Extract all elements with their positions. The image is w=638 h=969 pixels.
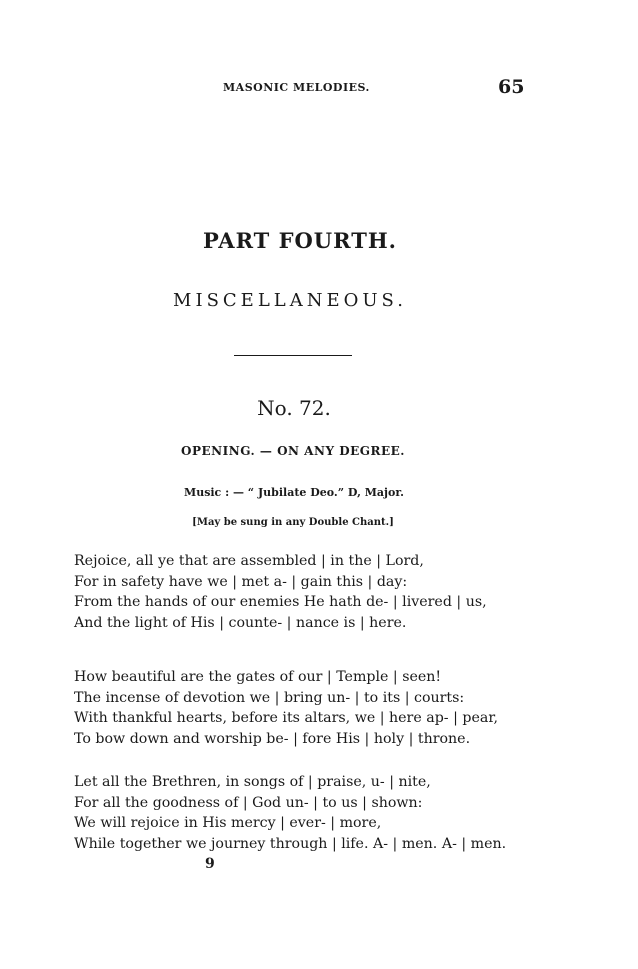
verse-line: While together we journey through | life. A- | men. A- | men. (74, 835, 507, 852)
stanza-2 (74, 667, 574, 749)
chant-note: [May be sung in any Double Chant.] (192, 517, 394, 528)
signature-mark: 9 (205, 856, 215, 872)
section-title: MISCELLANEOUS. (173, 290, 407, 311)
verse-line: With thankful hearts, before its altars, we | here ap- | pear, (74, 710, 499, 727)
verse-line: Rejoice, all ye that are assembled | in the | Lord, (74, 553, 424, 569)
stanza-1 (74, 551, 574, 633)
verse-line: We will rejoice in His mercy | ever- | more, (74, 815, 382, 832)
verse-line: And the light of His | counte- | nance is | here. (74, 614, 407, 631)
verse-line: To bow down and worship be- | fore His | holy | throne. (74, 730, 471, 747)
running-head: MASONIC MELODIES. (223, 81, 370, 94)
verse-line: For all the goodness of | God un- | to us | shown: (74, 794, 423, 811)
verse-line: For in safety have we | met a- | gain this | day: (74, 573, 408, 590)
music-line: Music : — “ Jubilate Deo.” D, Major. (184, 486, 404, 499)
hymn-title: OPENING. — ON ANY DEGREE. (181, 444, 405, 458)
stanza-3 (74, 772, 574, 854)
part-title: PART FOURTH. (203, 228, 397, 253)
title-rule (234, 355, 352, 356)
verse-line: From the hands of our enemies He hath de- | livered | us, (74, 594, 487, 611)
verse-line: Let all the Brethren, in songs of | praise, u- | nite, (74, 774, 431, 790)
page-number: 65 (498, 76, 525, 98)
verse-line: The incense of devotion we | bring un- | to its | courts: (74, 689, 465, 706)
verse-line: How beautiful are the gates of our | Temple | seen! (74, 669, 442, 685)
hymn-number: No. 72. (257, 396, 331, 420)
